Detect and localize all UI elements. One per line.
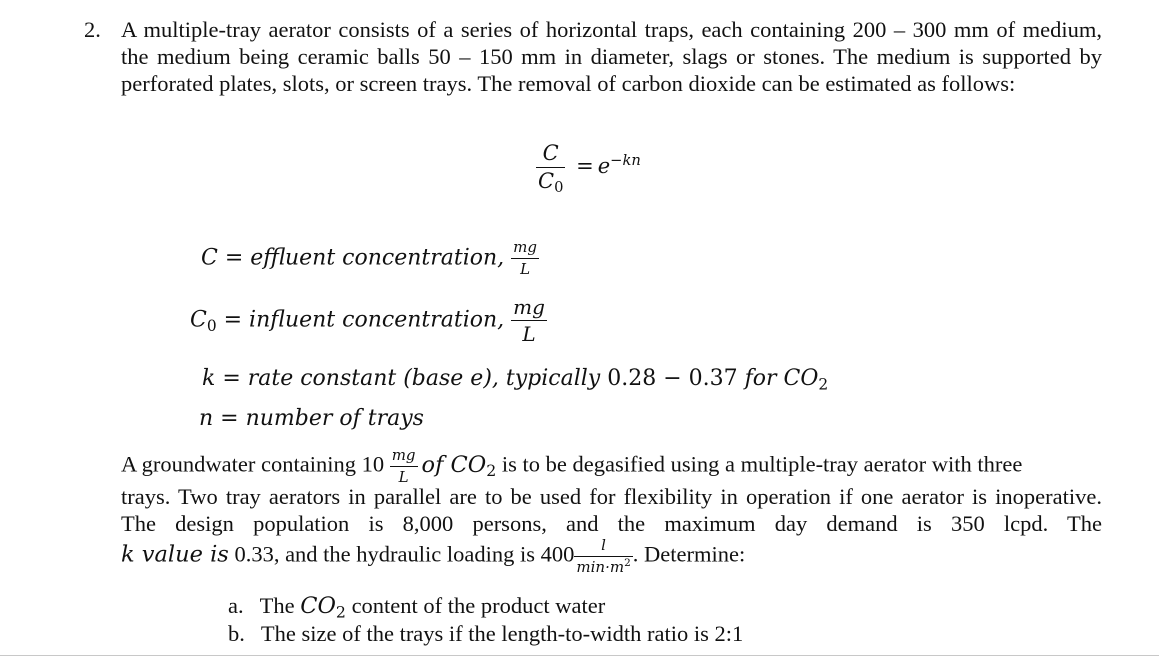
equation-fraction	[536, 141, 565, 197]
task-co2: CO	[300, 593, 336, 619]
problem-line-2: trays. Two tray aerators in parallel are to be used for flexibility in operation if one aerator is inoperative.	[121, 484, 1102, 509]
problem-line-3: The design population is 8,000 persons, and the maximum day demand is 350 lcpd. The	[121, 511, 1102, 536]
unit-numerator: l	[601, 536, 606, 554]
unit-denominator: L	[511, 320, 547, 344]
problem-text: is to be degasified using a multiple-tray aerator with three	[496, 451, 1023, 477]
problem-unit-mgl	[390, 448, 418, 485]
unit-denominator: L	[511, 258, 539, 277]
problem-text: 0.33, and the hydraulic loading is 400	[228, 541, 575, 567]
definition-c0-text: = influent concentration,	[216, 307, 505, 333]
definition-k	[202, 366, 829, 394]
problem-k-value: k value is	[121, 541, 229, 568]
definition-n: n = number of trays	[199, 406, 424, 431]
problem-co2-subscript: 2	[486, 461, 497, 481]
bottom-divider	[0, 655, 1159, 656]
problem-number: 2.	[84, 17, 101, 42]
definition-c0-subscript: 0	[206, 316, 217, 335]
problem-co2: of CO	[421, 451, 487, 478]
definition-c0-symbol: C	[190, 307, 207, 333]
task-b	[228, 620, 743, 647]
task-a	[228, 592, 605, 620]
definition-c0	[190, 297, 547, 344]
equation-exponent: −kn	[610, 151, 641, 169]
problem-text: A groundwater containing 10	[121, 451, 390, 477]
task-text: The size of the trays if the length-to-width ratio is 2:1	[260, 621, 744, 646]
definition-k-text: k = rate constant (base e), typically	[202, 366, 608, 391]
definition-c0-unit	[511, 297, 547, 344]
definition-k-for: for CO	[737, 366, 819, 391]
definition-c-unit	[511, 240, 539, 277]
task-label: b.	[228, 621, 245, 646]
unit-denominator: L	[390, 466, 418, 485]
equation-rhs: e	[597, 154, 611, 178]
problem-line-1	[121, 448, 1102, 485]
denominator-symbol: C	[538, 169, 555, 193]
definition-k-subscript: 2	[818, 375, 829, 394]
equation-numerator: C	[542, 141, 559, 165]
task-text: content of the product water	[345, 593, 606, 618]
definition-c	[201, 240, 539, 277]
task-text: The	[259, 593, 301, 618]
task-co2-subscript: 2	[335, 602, 346, 622]
task-label: a.	[228, 593, 244, 618]
intro-paragraph: A multiple-tray aerator consists of a series of horizontal traps, each containing 200 – 300 mm of medium, the medium being ceramic balls 50 – 150 mm in diameter, slags or stones. The medium is supported by perforated plates, slots, or screen trays. The removal of carbon dioxide can be estimated as follows:	[121, 17, 1102, 96]
equation-equals: =	[576, 154, 594, 178]
problem-text: . Determine:	[632, 541, 746, 567]
unit-denominator	[574, 556, 632, 575]
definition-c-text: C = effluent concentration,	[201, 245, 505, 271]
denominator-subscript: 0	[554, 179, 564, 197]
unit-denominator-sup: 2	[624, 557, 631, 570]
equation-denominator	[536, 167, 565, 197]
problem-unit-loading	[574, 538, 632, 575]
unit-numerator: mg	[391, 446, 416, 464]
definition-k-range: 0.28 − 0.37	[607, 366, 738, 391]
main-equation	[536, 141, 641, 197]
unit-numerator: mg	[513, 295, 545, 319]
unit-denominator-text: min·m	[576, 558, 625, 576]
problem-line-4	[121, 538, 1102, 575]
unit-numerator: mg	[513, 238, 537, 256]
